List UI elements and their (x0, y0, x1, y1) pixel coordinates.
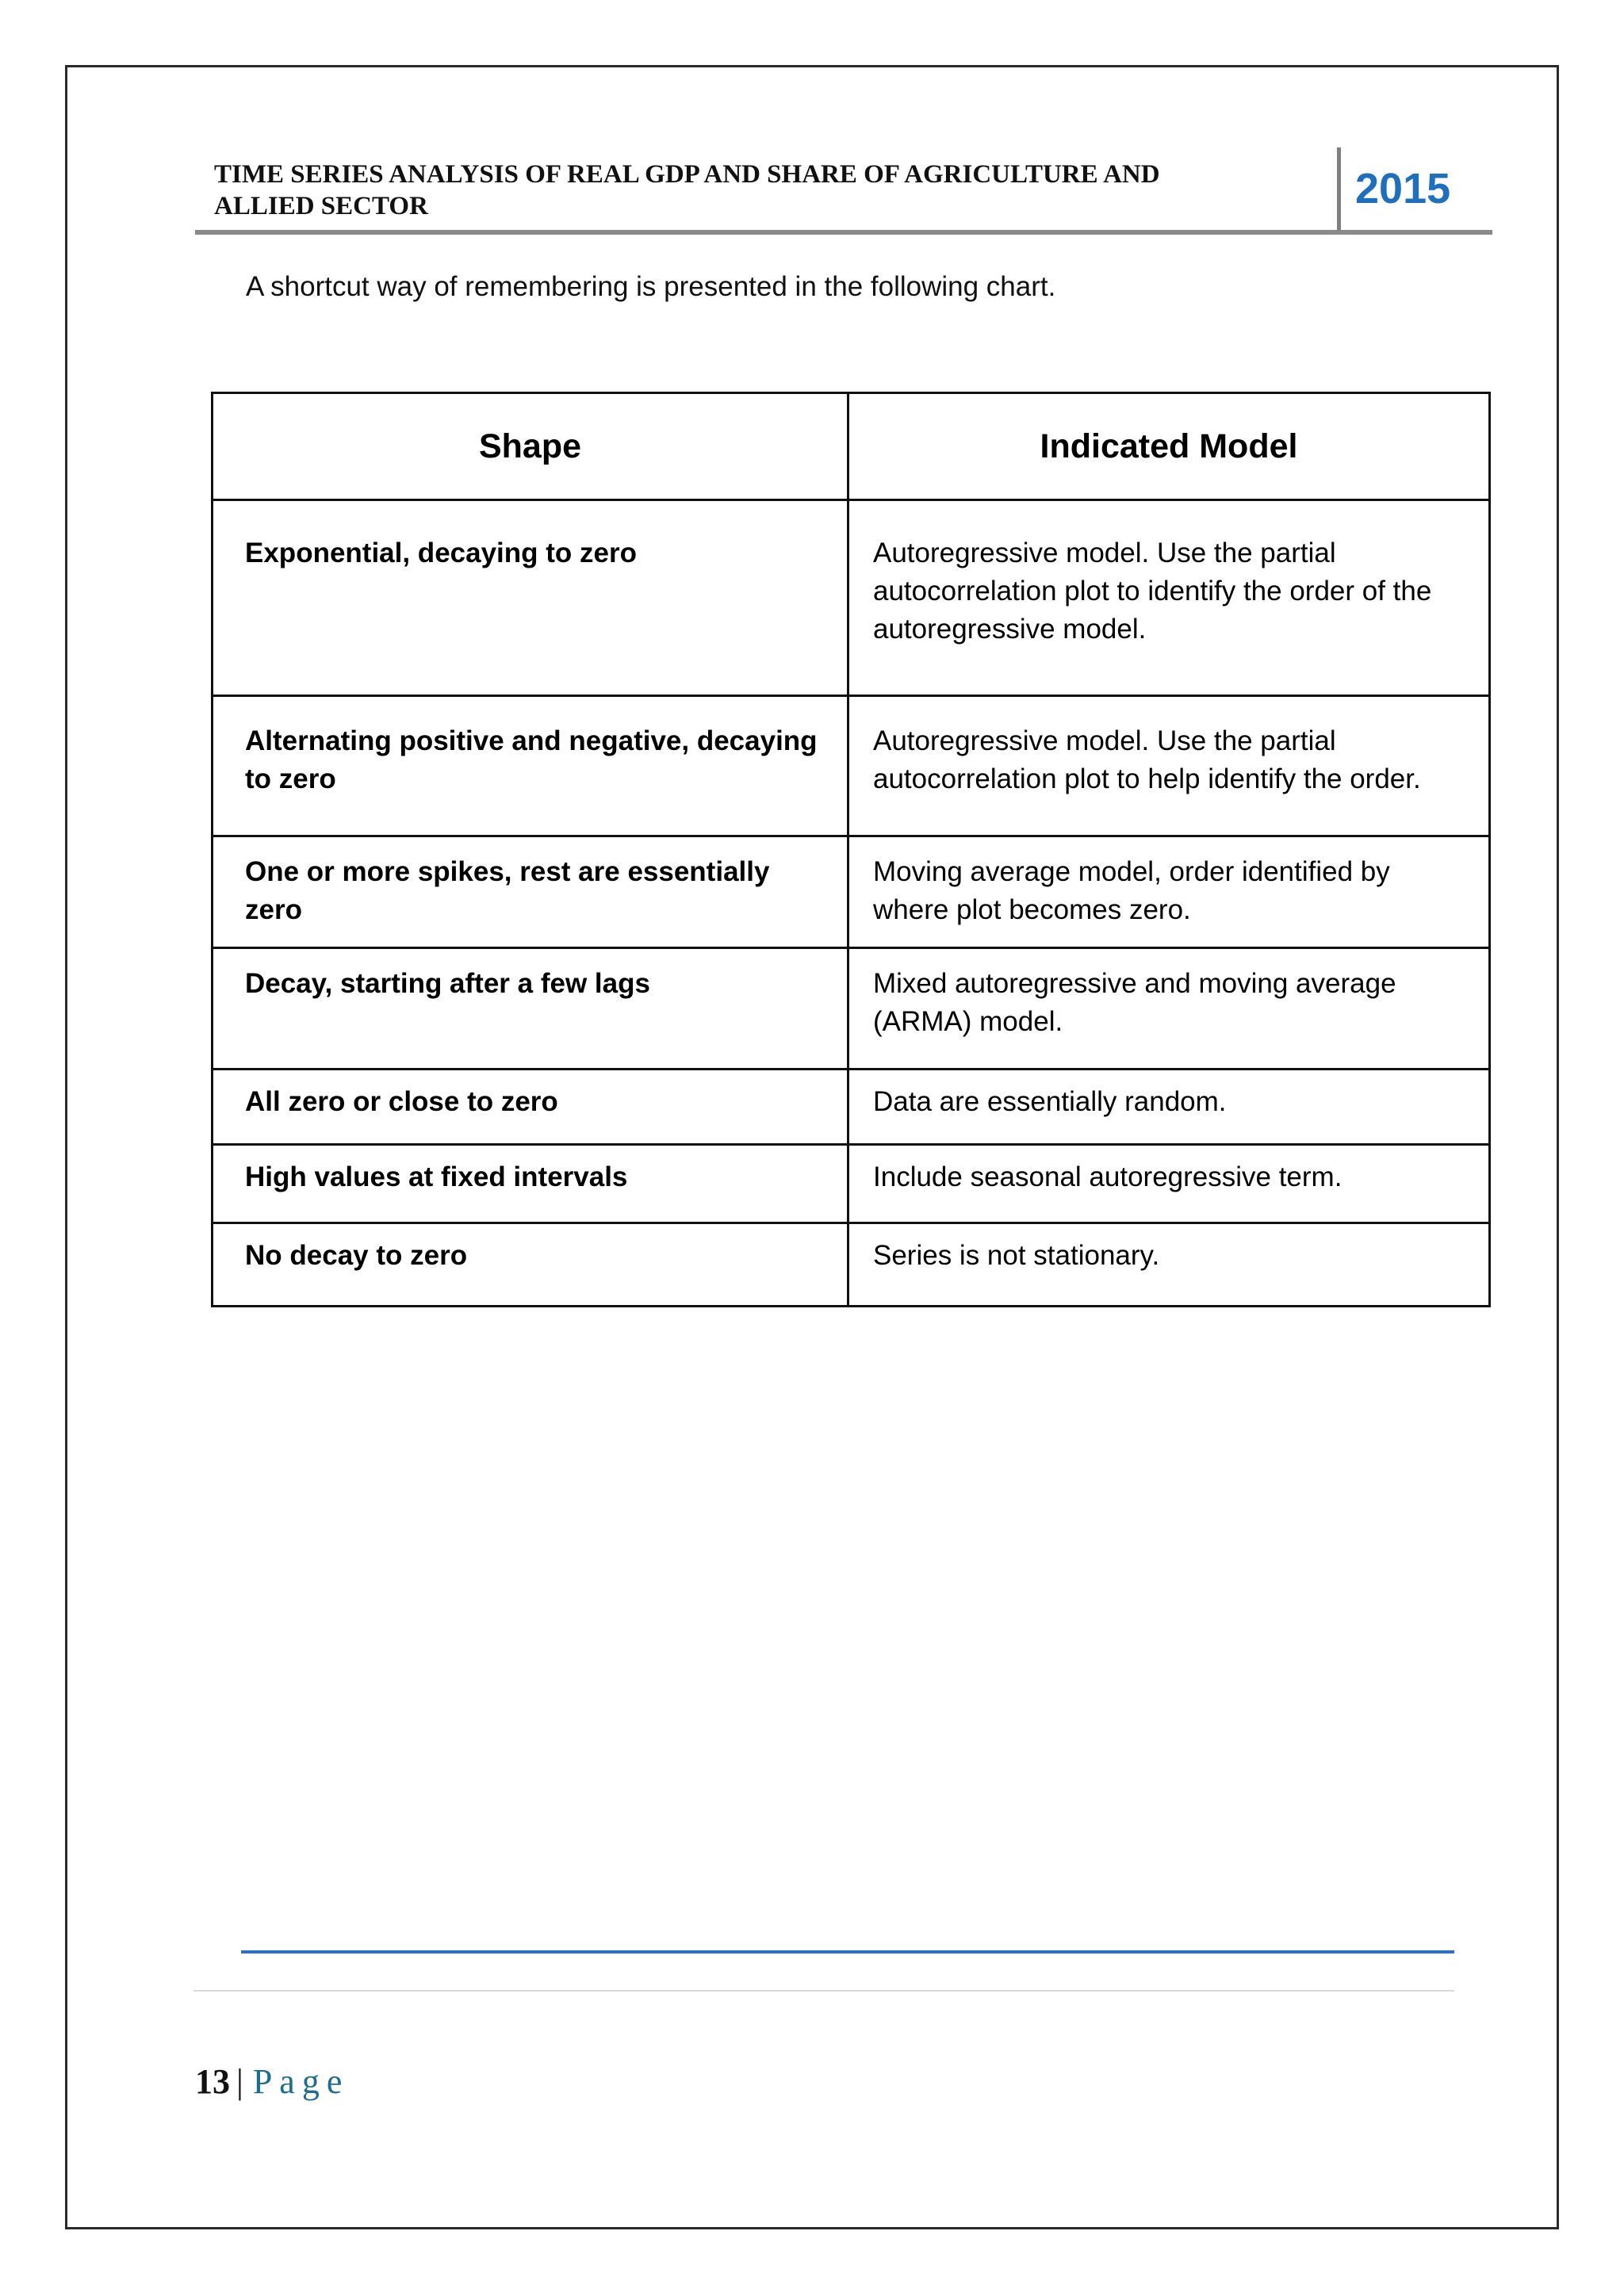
table-row (213, 500, 1490, 696)
table-header-row (213, 393, 1490, 500)
table-row (213, 696, 1490, 836)
model-cell: Series is not stationary. (848, 1223, 1490, 1307)
shape-cell: Exponential, decaying to zero (213, 500, 848, 696)
footer-divider (193, 1990, 1454, 1992)
page-number: 13 (195, 2062, 230, 2101)
shape-cell: Alternating positive and negative, decaying to zero (213, 696, 848, 836)
model-cell: Include seasonal autoregressive term. (848, 1145, 1490, 1223)
page-header (195, 147, 1492, 235)
header-divider (195, 230, 1492, 235)
shape-cell: Decay, starting after a few lags (213, 948, 848, 1070)
model-cell: Mixed autoregressive and moving average (ARMA) model. (848, 948, 1490, 1070)
document-title: TIME SERIES ANALYSIS OF REAL GDP AND SHARE OF AGRICULTURE AND ALLIED SECTOR (214, 160, 1160, 220)
shape-cell: High values at fixed intervals (213, 1145, 848, 1223)
shape-cell: One or more spikes, rest are essentially zero (213, 836, 848, 948)
page-footer (195, 2061, 349, 2102)
header-year: 2015 (1337, 147, 1492, 230)
model-cell: Data are essentially random. (848, 1070, 1490, 1145)
page-separator: | (236, 2062, 243, 2101)
footer-accent-rule (241, 1950, 1454, 1954)
shape-cell: No decay to zero (213, 1223, 848, 1307)
table-row (213, 836, 1490, 948)
model-cell: Autoregressive model. Use the partial autocorrelation plot to identify the order of the autoregressive model. (848, 500, 1490, 696)
table-row (213, 1145, 1490, 1223)
shape-cell: All zero or close to zero (213, 1070, 848, 1145)
page-label: Page (252, 2062, 350, 2101)
acf-shape-table (211, 392, 1491, 1307)
column-header-shape: Shape (213, 393, 848, 500)
table-row (213, 1223, 1490, 1307)
table-row (213, 948, 1490, 1070)
model-cell: Moving average model, order identified by where plot becomes zero. (848, 836, 1490, 948)
column-header-model: Indicated Model (848, 393, 1490, 500)
intro-paragraph: A shortcut way of remembering is presented in the following chart. (246, 271, 1056, 302)
table-row (213, 1070, 1490, 1145)
model-cell: Autoregressive model. Use the partial autocorrelation plot to help identify the order. (848, 696, 1490, 836)
